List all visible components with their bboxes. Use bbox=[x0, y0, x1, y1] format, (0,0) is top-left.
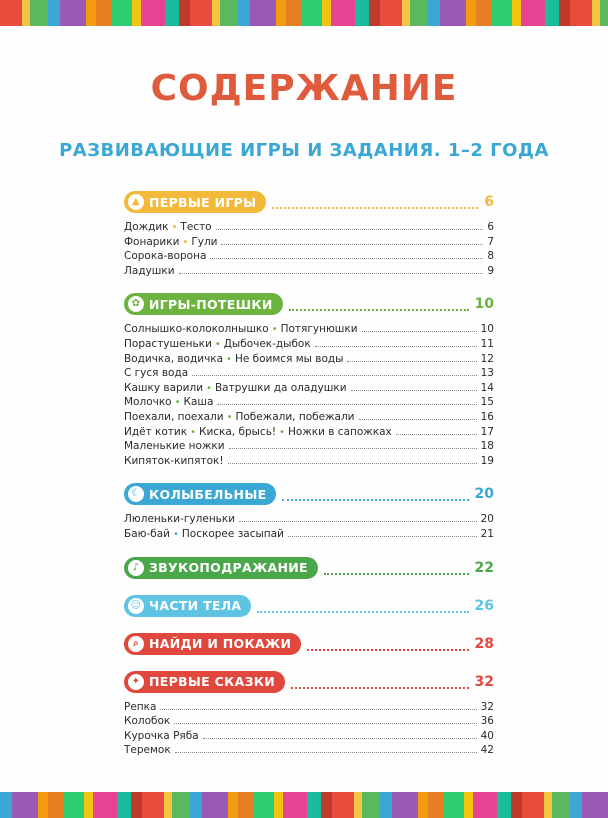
section-heading[interactable] bbox=[124, 292, 494, 316]
entry-page-number: 21 bbox=[480, 527, 494, 540]
leader-dots bbox=[257, 599, 468, 613]
toc-section bbox=[124, 670, 494, 758]
table-of-contents bbox=[124, 190, 494, 772]
entry-title-part: Курочка Ряба bbox=[124, 729, 199, 742]
entry-title-part: Баю-бай bbox=[124, 527, 170, 540]
entry-page-number: 36 bbox=[480, 715, 494, 728]
toc-entry[interactable] bbox=[124, 454, 494, 469]
leader-dots bbox=[288, 527, 477, 537]
toc-entry[interactable] bbox=[124, 439, 494, 454]
entry-title bbox=[124, 512, 235, 527]
section-label: ПЕРВЫЕ СКАЗКИ bbox=[149, 674, 276, 689]
entry-title-part: Дыбочек-дыбок bbox=[223, 337, 311, 350]
entry-title bbox=[124, 235, 217, 251]
leader-dots bbox=[228, 454, 477, 464]
entry-title-part: Ладушки bbox=[124, 264, 175, 277]
person-icon: ☺ bbox=[128, 598, 144, 614]
toc-entry[interactable] bbox=[124, 700, 494, 715]
entry-title-part: Идёт котик bbox=[124, 425, 188, 438]
entry-title-part: Кипяток-кипяток! bbox=[124, 454, 224, 467]
section-page-number: 26 bbox=[474, 597, 494, 614]
toc-entry[interactable] bbox=[124, 352, 494, 367]
section-heading[interactable] bbox=[124, 594, 494, 618]
entry-page-number: 12 bbox=[480, 352, 494, 365]
leader-dots bbox=[291, 675, 468, 689]
bullet-separator: • bbox=[271, 324, 278, 336]
leader-dots bbox=[221, 235, 483, 245]
entry-title-part: С гуся вода bbox=[124, 367, 189, 380]
entry-page-number: 14 bbox=[480, 381, 494, 394]
entry-page-number: 7 bbox=[487, 235, 494, 248]
entry-title bbox=[124, 454, 224, 469]
section-heading[interactable] bbox=[124, 670, 494, 694]
section-label-badge bbox=[124, 595, 251, 617]
section-heading[interactable] bbox=[124, 556, 494, 580]
toc-section bbox=[124, 632, 494, 656]
entry-title-part: Репка bbox=[124, 700, 157, 713]
section-label-badge bbox=[124, 483, 276, 505]
toc-entry[interactable] bbox=[124, 220, 494, 235]
leader-dots bbox=[229, 439, 477, 449]
section-heading[interactable] bbox=[124, 190, 494, 214]
bullet-separator: • bbox=[173, 528, 179, 540]
leader-dots bbox=[239, 512, 477, 522]
leader-dots bbox=[203, 729, 477, 739]
toc-entry[interactable] bbox=[124, 425, 494, 440]
bullet-separator: • bbox=[182, 236, 189, 248]
entry-title bbox=[124, 700, 156, 715]
bullet-separator: • bbox=[279, 426, 285, 438]
section-label: ИГРЫ-ПОТЕШКИ bbox=[149, 296, 273, 312]
magnifier-icon: ⌕ bbox=[128, 636, 144, 652]
entry-title-part: Дождик bbox=[124, 221, 169, 233]
toc-entry[interactable] bbox=[124, 714, 494, 729]
leader-dots bbox=[160, 700, 476, 710]
leader-dots bbox=[362, 322, 477, 332]
leader-dots bbox=[324, 561, 469, 575]
toc-section bbox=[124, 594, 494, 618]
toc-section bbox=[124, 292, 494, 468]
entry-page-number: 42 bbox=[480, 744, 494, 757]
section-page-number: 22 bbox=[474, 559, 494, 576]
toc-section bbox=[124, 556, 494, 580]
section-heading[interactable] bbox=[124, 482, 494, 506]
section-page-number: 10 bbox=[474, 296, 494, 313]
entry-title bbox=[124, 322, 358, 338]
entry-title-part: Теремок bbox=[124, 744, 171, 757]
book-icon: ✦ bbox=[128, 674, 144, 690]
entry-title bbox=[124, 714, 170, 729]
entry-title bbox=[124, 410, 355, 426]
entry-page-number: 15 bbox=[480, 396, 494, 409]
bullet-separator: • bbox=[174, 397, 181, 409]
entry-title bbox=[124, 220, 212, 236]
entry-title-part: Фонарики bbox=[124, 235, 180, 248]
leader-dots bbox=[179, 264, 484, 274]
entry-page-number: 32 bbox=[480, 700, 494, 713]
entry-title-part: Тесто bbox=[180, 221, 212, 233]
toc-entry[interactable] bbox=[124, 337, 494, 352]
section-label: ЗВУКОПОДРАЖАНИЕ bbox=[149, 560, 308, 575]
entry-title bbox=[124, 743, 171, 758]
moon-icon: ☾ bbox=[128, 486, 144, 502]
music-note-icon: ♪ bbox=[128, 560, 144, 576]
entry-title-part: Люленьки-гуленьки bbox=[124, 513, 236, 526]
top-decorative-stripe bbox=[0, 0, 608, 26]
entry-title-part: Сорока-ворона bbox=[124, 250, 207, 263]
entry-title bbox=[124, 527, 284, 543]
leader-dots bbox=[307, 637, 468, 651]
toc-entry[interactable] bbox=[124, 512, 494, 527]
leader-dots bbox=[192, 366, 476, 376]
toc-entry[interactable] bbox=[124, 395, 494, 410]
leader-dots bbox=[396, 425, 477, 435]
rattle-icon: ✿ bbox=[128, 296, 144, 312]
section-label-badge bbox=[124, 557, 318, 579]
leader-dots bbox=[359, 410, 477, 420]
page-title: СОДЕРЖАНИЕ bbox=[150, 68, 458, 109]
entry-title bbox=[124, 249, 206, 264]
bullet-separator: • bbox=[190, 426, 196, 438]
entry-title bbox=[124, 425, 392, 441]
leader-dots bbox=[272, 195, 478, 209]
leader-dots bbox=[351, 381, 477, 391]
entry-title bbox=[124, 395, 213, 411]
section-label-badge bbox=[124, 633, 301, 655]
entry-title bbox=[124, 439, 225, 454]
bullet-separator: • bbox=[226, 353, 232, 365]
entry-page-number: 18 bbox=[480, 440, 494, 453]
toc-entry[interactable] bbox=[124, 366, 494, 381]
entry-title-part: Колобок bbox=[124, 715, 171, 728]
page-subtitle: РАЗВИВАЮЩИЕ ИГРЫ И ЗАДАНИЯ. 1–2 ГОДА bbox=[59, 140, 549, 161]
entry-page-number: 13 bbox=[480, 367, 494, 380]
entry-title-part: Гули bbox=[191, 235, 218, 248]
entry-title bbox=[124, 729, 199, 744]
entry-page-number: 16 bbox=[480, 410, 494, 423]
section-label-badge bbox=[124, 293, 283, 315]
toc-entry[interactable] bbox=[124, 410, 494, 425]
toc-section bbox=[124, 482, 494, 541]
entry-page-number: 20 bbox=[480, 513, 494, 526]
section-heading[interactable] bbox=[124, 632, 494, 656]
section-page-number: 32 bbox=[474, 673, 494, 690]
pyramid-icon: ▲ bbox=[128, 194, 144, 210]
toc-entry[interactable] bbox=[124, 381, 494, 396]
entry-title-part: Кашку варили bbox=[124, 381, 204, 394]
entry-title-part: Ватрушки да оладушки bbox=[214, 381, 347, 394]
leader-dots bbox=[174, 714, 476, 724]
entry-page-number: 11 bbox=[480, 337, 494, 350]
leader-dots bbox=[282, 487, 468, 501]
entry-title bbox=[124, 366, 188, 381]
section-page-number: 28 bbox=[474, 635, 494, 652]
entry-page-number: 10 bbox=[480, 323, 494, 336]
section-page-number: 20 bbox=[474, 486, 494, 503]
bullet-separator: • bbox=[171, 222, 178, 233]
toc-entry[interactable] bbox=[124, 264, 494, 279]
entry-page-number: 8 bbox=[487, 250, 494, 263]
entry-title-part: Водичка, водичка bbox=[124, 352, 224, 365]
entry-title bbox=[124, 264, 175, 279]
toc-entry[interactable] bbox=[124, 527, 494, 542]
leader-dots bbox=[217, 395, 476, 405]
section-label: КОЛЫБЕЛЬНЫЕ bbox=[149, 486, 267, 502]
entry-title-part: Поскорее засыпай bbox=[181, 527, 284, 540]
entry-title-part: Поехали, поехали bbox=[124, 410, 224, 423]
bullet-separator: • bbox=[226, 411, 233, 423]
toc-entry[interactable] bbox=[124, 235, 494, 250]
toc-entry[interactable] bbox=[124, 729, 494, 744]
leader-dots bbox=[315, 337, 477, 347]
entry-title-part: Потягунюшки bbox=[280, 323, 358, 336]
toc-section bbox=[124, 190, 494, 278]
entry-title bbox=[124, 352, 343, 368]
entry-title bbox=[124, 381, 347, 397]
leader-dots bbox=[347, 352, 476, 362]
entry-title-part: Ножки в сапожках bbox=[288, 425, 392, 438]
section-page-number: 6 bbox=[484, 194, 494, 210]
entry-page-number: 9 bbox=[487, 264, 494, 277]
section-label: ЧАСТИ ТЕЛА bbox=[149, 598, 242, 613]
toc-entry[interactable] bbox=[124, 249, 494, 264]
leader-dots bbox=[216, 220, 484, 230]
entry-page-number: 40 bbox=[480, 729, 494, 742]
entry-page-number: 19 bbox=[480, 454, 494, 467]
toc-entry[interactable] bbox=[124, 743, 494, 758]
bottom-decorative-stripe bbox=[0, 792, 608, 818]
bullet-separator: • bbox=[214, 338, 221, 350]
section-label-badge bbox=[124, 191, 266, 213]
entry-title-part: Киска, брысь! bbox=[198, 425, 277, 438]
leader-dots bbox=[175, 743, 477, 753]
toc-entry[interactable] bbox=[124, 322, 494, 337]
entry-title-part: Побежали, побежали bbox=[235, 410, 355, 423]
entry-title-part: Солнышко-колоколнышко bbox=[124, 323, 269, 336]
section-label: НАЙДИ И ПОКАЖИ bbox=[149, 636, 292, 651]
section-label: ПЕРВЫЕ ИГРЫ bbox=[149, 194, 257, 210]
entry-title-part: Порастушеньки bbox=[124, 337, 212, 350]
entry-title-part: Каша bbox=[183, 396, 214, 409]
entry-page-number: 6 bbox=[487, 221, 494, 233]
bullet-separator: • bbox=[206, 382, 212, 394]
leader-dots bbox=[289, 297, 469, 311]
entry-title-part: Молочко bbox=[124, 396, 172, 409]
entry-page-number: 17 bbox=[480, 425, 494, 438]
section-label-badge bbox=[124, 671, 285, 693]
entry-title-part: Маленькие ножки bbox=[124, 440, 225, 453]
entry-title bbox=[124, 337, 311, 353]
leader-dots bbox=[210, 249, 483, 259]
entry-title-part: Не боимся мы воды bbox=[234, 352, 344, 365]
